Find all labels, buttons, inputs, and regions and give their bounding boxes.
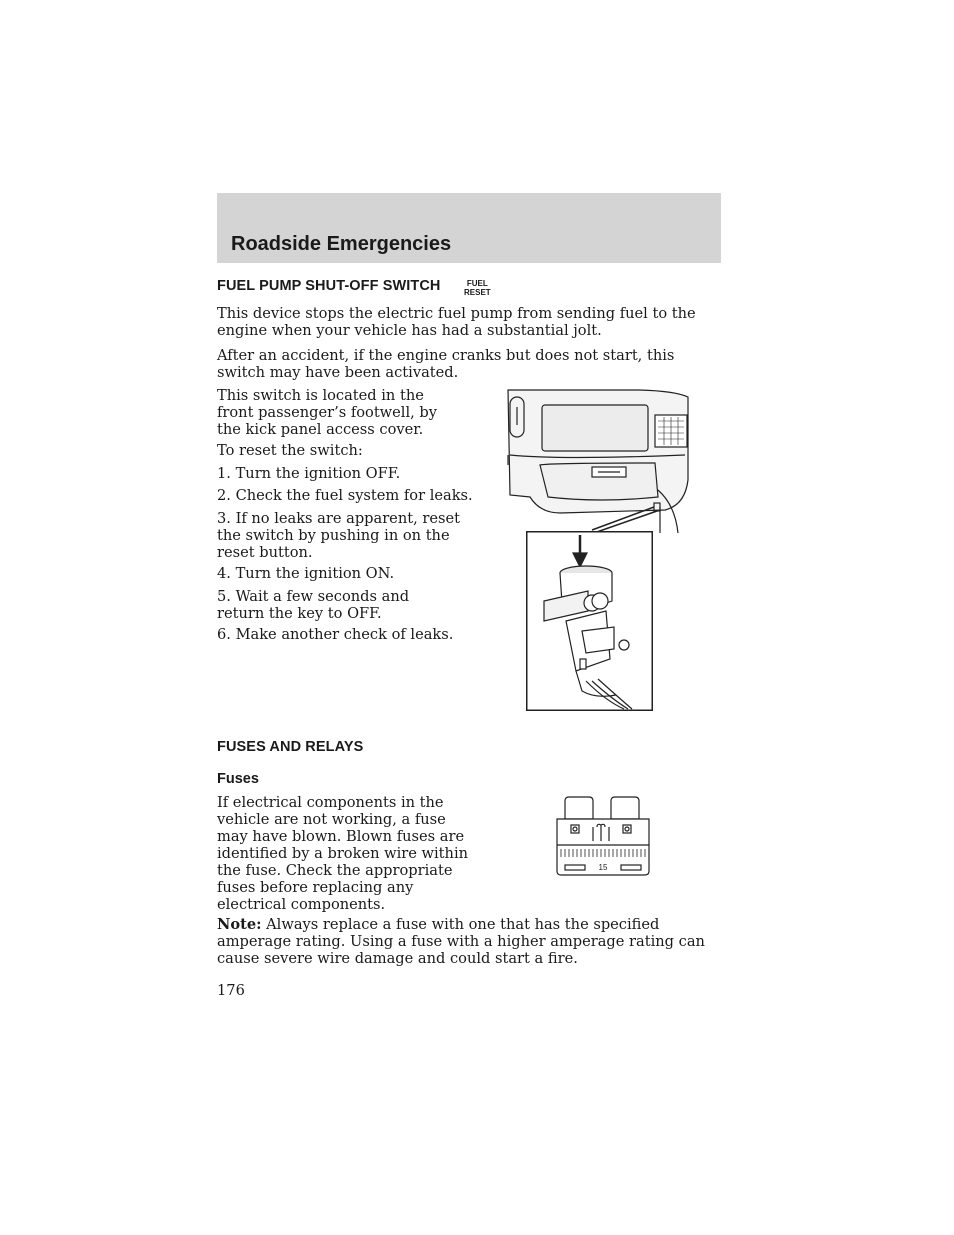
reset-switch-illustration xyxy=(526,531,653,711)
subheading-fuses: Fuses xyxy=(217,771,259,787)
paragraph: If electrical components in the vehicle are not working, a fuse may have blown. Blown fuses are identified by a broken wire within the fuse. Check the appropriate fuses before replacing any electrical components. xyxy=(217,794,469,913)
list-item: 5. Wait a few seconds and return the key to OFF. xyxy=(217,588,410,622)
paragraph: This device stops the electric fuel pump from sending fuel to the engine when your vehicle has had a substantial jolt. xyxy=(217,305,696,339)
list-item: 6. Make another check of leaks. xyxy=(217,626,454,643)
fuse-rating-label: 15 xyxy=(598,863,608,872)
page-title: Roadside Emergencies xyxy=(231,233,452,255)
paragraph: To reset the switch: xyxy=(217,442,363,459)
note-paragraph xyxy=(217,916,721,967)
fuel-reset-icon: FUEL RESET xyxy=(464,279,491,297)
list-item: 3. If no leaks are apparent, reset the switch by pushing in on the reset button. xyxy=(217,510,460,561)
dashboard-illustration xyxy=(500,385,690,535)
fuse-illustration xyxy=(555,795,651,877)
list-item: 4. Turn the ignition ON. xyxy=(217,565,395,582)
header-band xyxy=(217,193,721,263)
section-heading-fuses-relays: FUSES AND RELAYS xyxy=(217,739,364,755)
page-number: 176 xyxy=(217,982,245,999)
list-item: 2. Check the fuel system for leaks. xyxy=(217,487,473,504)
paragraph: After an accident, if the engine cranks but does not start, this switch may have been activated. xyxy=(217,347,675,381)
paragraph: This switch is located in the front passenger’s footwell, by the kick panel access cover. xyxy=(217,387,438,438)
note-text: Always replace a fuse with one that has the specified amperage rating. Using a fuse with a higher amperage rating can cause severe wire damage and could start a fire. xyxy=(217,916,705,967)
list-item: 1. Turn the ignition OFF. xyxy=(217,465,401,482)
section-heading-fuel-pump: FUEL PUMP SHUT-OFF SWITCH xyxy=(217,278,441,294)
note-label: Note: xyxy=(217,916,262,933)
